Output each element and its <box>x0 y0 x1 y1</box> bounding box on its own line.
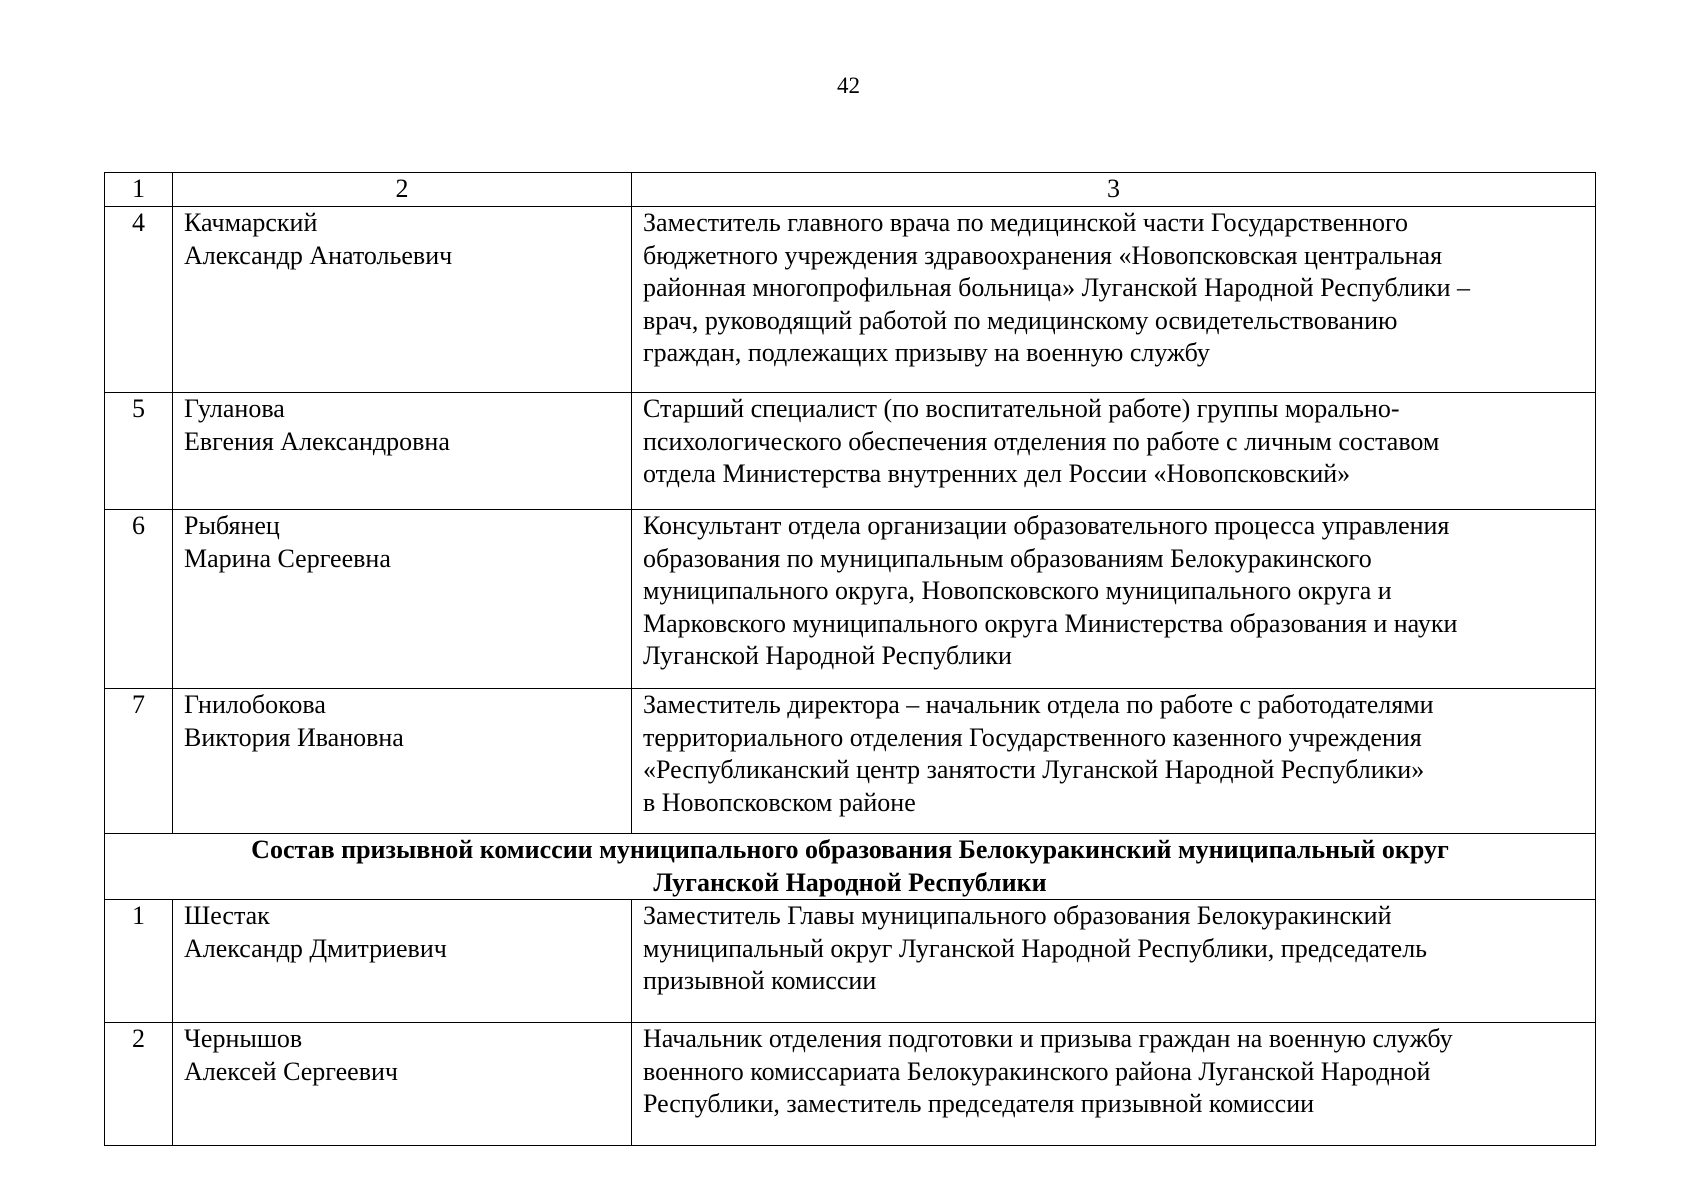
row-number: 6 <box>105 510 173 689</box>
member-position <box>632 510 1596 689</box>
surname: Шестак <box>184 901 270 930</box>
given-names: Александр Анатольевич <box>184 240 453 270</box>
header-cell-2: 2 <box>173 173 632 207</box>
table-row <box>105 900 1596 1023</box>
header-cell-3: 3 <box>632 173 1596 207</box>
position-line: в Новопсковском районе <box>643 787 916 817</box>
position-line: районная многопрофильная больница» Луганской Народной Республики – <box>643 273 1471 302</box>
position-line: Луганской Народной Республики <box>643 641 1012 670</box>
member-position <box>632 207 1596 393</box>
surname: Рыбянец <box>184 511 280 540</box>
given-names: Марина Сергеевна <box>184 543 391 573</box>
position-line: Консультант отдела организации образовательного процесса управления <box>643 511 1450 540</box>
member-name <box>173 689 632 834</box>
position-line: врач, руководящий работой по медицинскому освидетельствованию <box>643 305 1398 335</box>
surname: Качмарский <box>184 208 318 237</box>
position-line: территориального отделения Государственного казенного учреждения <box>643 722 1422 752</box>
commission-table <box>104 172 1596 1146</box>
table-header-row <box>105 173 1596 207</box>
section-title <box>105 834 1596 900</box>
member-name <box>173 510 632 689</box>
position-line: Заместитель директора – начальник отдела по работе с работодателями <box>643 690 1434 719</box>
position-line: отдела Министерства внутренних дел России «Новопсковский» <box>643 459 1351 488</box>
section-title-line: Состав призывной комиссии муниципального образования Белокуракинский муниципальный округ <box>251 835 1449 864</box>
position-line: Заместитель Главы муниципального образования Белокуракинский <box>643 901 1392 930</box>
given-names: Александр Дмитриевич <box>184 933 447 963</box>
member-position <box>632 689 1596 834</box>
member-name <box>173 1023 632 1146</box>
position-line: образования по муниципальным образованиям Белокуракинского <box>643 543 1372 573</box>
row-number: 1 <box>105 900 173 1023</box>
page-number: 42 <box>837 73 860 98</box>
surname: Гнилобокова <box>184 690 326 719</box>
member-position <box>632 393 1596 510</box>
section-title-line: Луганской Народной Республики <box>653 867 1047 897</box>
position-line: граждан, подлежащих призыву на военную службу <box>643 338 1210 367</box>
table-row <box>105 207 1596 393</box>
position-line: Начальник отделения подготовки и призыва граждан на военную службу <box>643 1024 1453 1053</box>
table-row <box>105 1023 1596 1146</box>
given-names: Алексей Сергеевич <box>184 1056 398 1086</box>
position-line: муниципальный округ Луганской Народной Республики, председатель <box>643 933 1428 963</box>
given-names: Виктория Ивановна <box>184 722 404 752</box>
position-line: психологического обеспечения отделения по работе с личным составом <box>643 426 1440 456</box>
section-header-row <box>105 834 1596 900</box>
row-number: 5 <box>105 393 173 510</box>
position-line: «Республиканский центр занятости Луганской Народной Республики» <box>643 755 1425 784</box>
table-row <box>105 393 1596 510</box>
position-line: Старший специалист (по воспитательной работе) группы морально- <box>643 394 1400 423</box>
position-line: призывной комиссии <box>643 966 877 995</box>
member-name <box>173 207 632 393</box>
row-number: 2 <box>105 1023 173 1146</box>
position-line: муниципального округа, Новопсковского муниципального округа и <box>643 576 1392 605</box>
member-position <box>632 1023 1596 1146</box>
position-line: Марковского муниципального округа Министерства образования и науки <box>643 608 1458 638</box>
table-row <box>105 510 1596 689</box>
member-name <box>173 900 632 1023</box>
surname: Чернышов <box>184 1024 303 1053</box>
given-names: Евгения Александровна <box>184 426 450 456</box>
surname: Гуланова <box>184 394 285 423</box>
row-number: 7 <box>105 689 173 834</box>
table-row <box>105 689 1596 834</box>
member-name <box>173 393 632 510</box>
member-position <box>632 900 1596 1023</box>
header-cell-1: 1 <box>105 173 173 207</box>
position-line: Заместитель главного врача по медицинской части Государственного <box>643 208 1408 237</box>
position-line: военного комиссариата Белокуракинского района Луганской Народной <box>643 1056 1431 1086</box>
position-line: бюджетного учреждения здравоохранения «Новопсковская центральная <box>643 240 1443 270</box>
position-line: Республики, заместитель председателя призывной комиссии <box>643 1089 1315 1118</box>
row-number: 4 <box>105 207 173 393</box>
